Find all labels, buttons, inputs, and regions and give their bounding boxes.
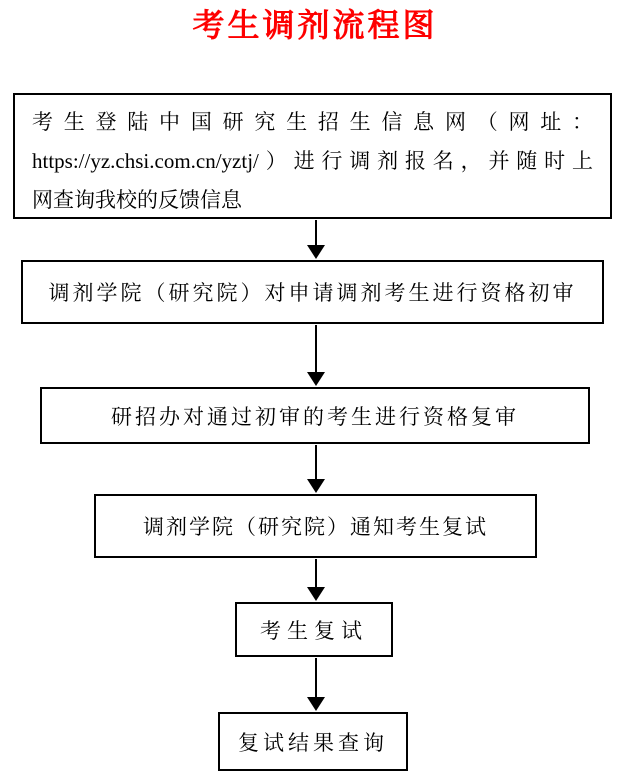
- arrow-shaft: [315, 325, 317, 372]
- registration-text-line3: 网查询我校的反馈信息: [32, 188, 242, 212]
- flow-arrow-4-down-icon: [307, 559, 325, 601]
- arrow-shaft: [315, 220, 317, 245]
- flow-box-second-qualification-review: 研招办对通过初审的考生进行资格复审: [40, 387, 590, 444]
- arrow-shaft: [315, 658, 317, 697]
- arrow-shaft: [315, 445, 317, 479]
- flow-arrow-5-down-icon: [307, 658, 325, 711]
- flow-arrow-2-down-icon: [307, 325, 325, 386]
- flow-box-initial-qualification-review: 调剂学院（研究院）对申请调剂考生进行资格初审: [21, 260, 604, 324]
- arrow-head: [307, 587, 325, 601]
- flow-arrow-3-down-icon: [307, 445, 325, 493]
- arrow-head: [307, 697, 325, 711]
- registration-text-line1: 考生登陆中国研究生招生信息网（网址：: [32, 110, 593, 134]
- arrow-shaft: [315, 559, 317, 587]
- flow-box-online-registration: [13, 93, 612, 219]
- flow-arrow-1-down-icon: [307, 220, 325, 259]
- arrow-head: [307, 372, 325, 386]
- arrow-head: [307, 479, 325, 493]
- registration-text-line2: https://yz.chsi.com.cn/yztj/）进行调剂报名，并随时上: [32, 149, 593, 173]
- flow-box-candidate-retest: 考生复试: [235, 602, 393, 657]
- flow-box-notify-retest: 调剂学院（研究院）通知考生复试: [94, 494, 537, 558]
- arrow-head: [307, 245, 325, 259]
- flow-box-result-query: 复试结果查询: [218, 712, 408, 771]
- page-title: 考生调剂流程图: [192, 7, 438, 43]
